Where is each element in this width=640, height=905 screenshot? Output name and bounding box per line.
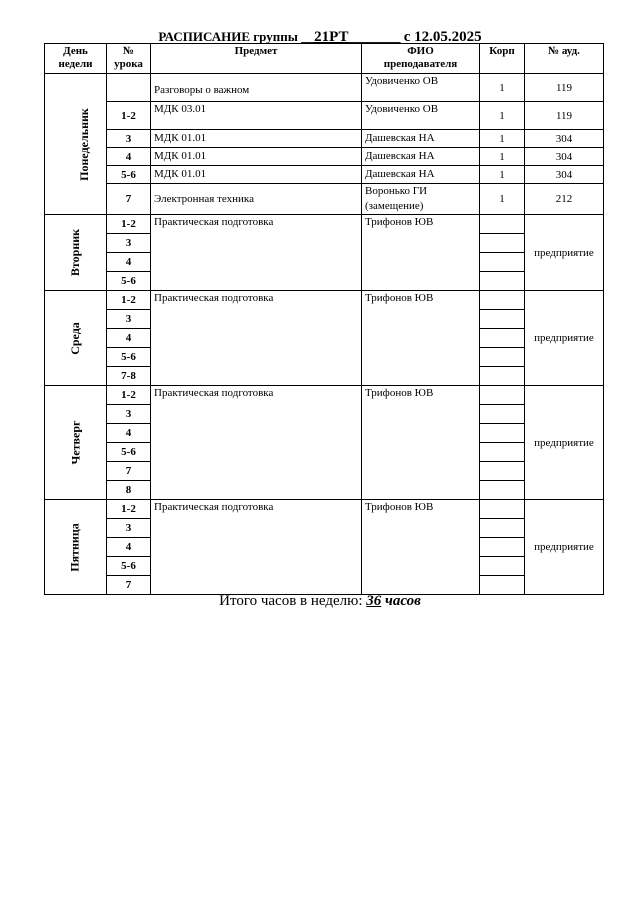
schedule-table [44,43,604,595]
aud-cell: 304 [525,148,604,166]
lesson-number: 5-6 [107,443,151,462]
lesson-number: 7-8 [107,367,151,386]
aud-cell: 304 [525,166,604,184]
lesson-number: 3 [107,405,151,424]
table-row [45,148,604,166]
col-teacher-header: ФИО преподавателя [362,44,480,74]
total-label: Итого часов в неделю: [219,593,363,609]
teacher-cell: Дашевская НА [362,130,480,148]
aud-cell: 119 [525,102,604,130]
lesson-number: 1-2 [107,386,151,405]
lesson-number: 4 [107,538,151,557]
korp-cell [480,576,525,595]
lesson-number: 1-2 [107,215,151,234]
subject-cell: Практическая подготовка [151,291,362,386]
lesson-number: 5-6 [107,348,151,367]
table-row [45,74,604,102]
teacher-cell: Удовиченко ОВ [362,102,480,130]
korp-cell [480,424,525,443]
teacher-cell: Трифонов ЮВ [362,291,480,386]
korp-cell [480,329,525,348]
col-korp-header: Корп [480,44,525,74]
lesson-number: 3 [107,130,151,148]
table-row [45,500,604,519]
subject-cell: Практическая подготовка [151,215,362,291]
subject-cell: МДК 01.01 [151,148,362,166]
teacher-cell: Трифонов ЮВ [362,500,480,595]
korp-cell [480,272,525,291]
place-cell: предприятие [525,500,604,595]
schedule-date: с 12.05.2025 [403,29,482,45]
lesson-number: 1-2 [107,291,151,310]
korp-cell [480,443,525,462]
table-row [45,184,604,215]
lesson-number: 8 [107,481,151,500]
lesson-number: 5-6 [107,272,151,291]
subject-cell: МДК 01.01 [151,166,362,184]
korp-cell [480,557,525,576]
table-row [45,386,604,405]
lesson-number: 1-2 [107,102,151,130]
aud-cell: 304 [525,130,604,148]
lesson-number: 5-6 [107,166,151,184]
teacher-cell: Дашевская НА [362,148,480,166]
subject-cell: Разговоры о важном [151,74,362,102]
korp-cell [480,405,525,424]
lesson-number: 4 [107,148,151,166]
korp-cell [480,386,525,405]
korp-cell [480,253,525,272]
lesson-number [107,74,151,102]
korp-cell [480,538,525,557]
korp-cell: 1 [480,74,525,102]
subject-cell: Практическая подготовка [151,386,362,500]
lesson-number: 5-6 [107,557,151,576]
total-unit: часов [385,593,421,609]
group-name: 21РТ [314,29,349,45]
korp-cell [480,462,525,481]
header-row [45,44,604,74]
teacher-cell: Воронько ГИ (замещение) [362,184,480,215]
day-thursday: Четверг [45,386,107,500]
korp-cell [480,500,525,519]
teacher-cell: Трифонов ЮВ [362,215,480,291]
table-row [45,102,604,130]
korp-cell [480,367,525,386]
lesson-number: 7 [107,576,151,595]
korp-cell [480,310,525,329]
lesson-number: 7 [107,462,151,481]
subject-cell: МДК 01.01 [151,130,362,148]
aud-cell: 212 [525,184,604,215]
place-cell: предприятие [525,386,604,500]
table-row [45,166,604,184]
place-cell: предприятие [525,215,604,291]
teacher-cell: Трифонов ЮВ [362,386,480,500]
korp-cell [480,481,525,500]
subject-cell: Практическая подготовка [151,500,362,595]
lesson-number: 4 [107,253,151,272]
lesson-number: 7 [107,184,151,215]
lesson-number: 4 [107,424,151,443]
table-row [45,291,604,310]
total-value: 36 [366,593,382,609]
col-subject-header: Предмет [151,44,362,74]
day-friday: Пятница [45,500,107,595]
korp-cell [480,215,525,234]
aud-cell: 119 [525,74,604,102]
lesson-number: 3 [107,310,151,329]
weekly-total [0,593,640,610]
lesson-number: 3 [107,234,151,253]
korp-cell: 1 [480,184,525,215]
place-cell: предприятие [525,291,604,386]
table-row [45,130,604,148]
teacher-cell: Удовиченко ОВ [362,74,480,102]
korp-cell [480,291,525,310]
title-prefix: РАСПИСАНИЕ группы __ [158,29,315,44]
korp-cell: 1 [480,102,525,130]
korp-cell [480,234,525,253]
korp-cell: 1 [480,130,525,148]
teacher-cell: Дашевская НА [362,166,480,184]
lesson-number: 4 [107,329,151,348]
korp-cell [480,519,525,538]
subject-cell: Электронная техника [151,184,362,215]
korp-cell [480,348,525,367]
korp-cell: 1 [480,166,525,184]
table-row [45,215,604,234]
korp-cell: 1 [480,148,525,166]
col-lesson-header: № урока [107,44,151,74]
col-aud-header: № ауд. [525,44,604,74]
day-wednesday: Среда [45,291,107,386]
day-tuesday: Вторник [45,215,107,291]
lesson-number: 1-2 [107,500,151,519]
title-gap: ________ [348,29,401,44]
subject-cell: МДК 03.01 [151,102,362,130]
col-day-header: День недели [45,44,107,74]
day-monday: Понедельник [45,74,107,215]
lesson-number: 3 [107,519,151,538]
